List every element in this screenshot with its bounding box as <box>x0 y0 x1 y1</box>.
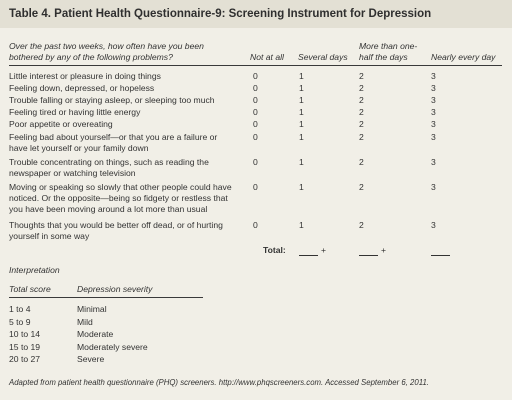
score-not-at-all: 0 <box>253 71 258 81</box>
question-text: Feeling bad about yourself—or that you are a failure or <box>9 132 218 142</box>
score-more-than-half: 2 <box>359 132 364 142</box>
score-nearly-every-day: 3 <box>431 83 436 93</box>
total-plus-1: + <box>321 245 327 255</box>
question-text: have let yourself or your family down <box>9 143 149 153</box>
depression-severity: Mild <box>77 316 93 327</box>
question-text: Little interest or pleasure in doing things <box>9 71 161 81</box>
question-header-line-1: Over the past two weeks, how often have you been <box>9 41 204 51</box>
score-not-at-all: 0 <box>253 132 258 142</box>
column-header-several-days: Several days <box>298 52 348 62</box>
score-several-days: 1 <box>299 182 304 192</box>
question-text: Poor appetite or overeating <box>9 119 113 129</box>
score-nearly-every-day: 3 <box>431 182 436 192</box>
score-nearly-every-day: 3 <box>431 107 436 117</box>
total-blank-several-days <box>299 255 318 256</box>
total-plus-2: + <box>381 245 387 255</box>
score-more-than-half: 2 <box>359 95 364 105</box>
score-not-at-all: 0 <box>253 220 258 230</box>
score-more-than-half: 2 <box>359 119 364 129</box>
score-not-at-all: 0 <box>253 182 258 192</box>
score-more-than-half: 2 <box>359 83 364 93</box>
score-not-at-all: 0 <box>253 95 258 105</box>
score-more-than-half: 2 <box>359 107 364 117</box>
question-text: Thoughts that you would be better off dead, or of hurting <box>9 220 223 230</box>
table-title: Table 4. Patient Health Questionnaire-9: Screening Instrument for Depression <box>0 0 512 28</box>
question-text: Feeling tired or having little energy <box>9 107 141 117</box>
question-text: Trouble concentrating on things, such as reading the <box>9 157 209 167</box>
question-header-line-2: bothered by any of the following problems? <box>9 52 173 62</box>
depression-severity: Moderately severe <box>77 341 148 352</box>
column-header-nearly-every-day: Nearly every day <box>431 52 496 62</box>
footnote: Adapted from patient health questionnaire (PHQ) screeners. http://www.phqscreeners.com. Accessed September 6, 2011. <box>9 378 429 387</box>
score-nearly-every-day: 3 <box>431 220 436 230</box>
score-not-at-all: 0 <box>253 83 258 93</box>
score-not-at-all: 0 <box>253 157 258 167</box>
score-several-days: 1 <box>299 132 304 142</box>
question-text: you have been moving around a lot more than usual <box>9 204 208 214</box>
total-blank-more-than-half <box>359 255 378 256</box>
question-text: Feeling down, depressed, or hopeless <box>9 83 155 93</box>
score-several-days: 1 <box>299 83 304 93</box>
score-more-than-half: 2 <box>359 182 364 192</box>
column-header-depression-severity: Depression severity <box>77 284 153 294</box>
total-score-range: 15 to 19 <box>9 341 41 352</box>
column-header-more-than-half-line-2: half the days <box>359 52 408 62</box>
score-nearly-every-day: 3 <box>431 157 436 167</box>
question-text: yourself in some way <box>9 231 90 241</box>
question-text: Trouble falling or staying asleep, or sleeping too much <box>9 95 215 105</box>
total-score-range: 10 to 14 <box>9 329 41 339</box>
score-several-days: 1 <box>299 71 304 81</box>
interpretation-heading: Interpretation <box>9 265 60 275</box>
score-more-than-half: 2 <box>359 157 364 167</box>
column-header-total-score: Total score <box>9 284 51 294</box>
total-blank-nearly-every-day <box>431 255 450 256</box>
total-score-range: 5 to 9 <box>9 316 31 327</box>
score-several-days: 1 <box>299 107 304 117</box>
score-nearly-every-day: 3 <box>431 132 436 142</box>
question-text: noticed. Or the opposite—being so fidgety or restless that <box>9 193 228 203</box>
score-nearly-every-day: 3 <box>431 95 436 105</box>
total-score-range: 20 to 27 <box>9 354 41 364</box>
score-several-days: 1 <box>299 157 304 167</box>
depression-severity: Minimal <box>77 304 107 314</box>
column-header-more-than-half-line-1: More than one- <box>359 41 418 51</box>
score-not-at-all: 0 <box>253 119 258 129</box>
header-rule <box>9 65 502 66</box>
interpretation-rule <box>9 297 203 298</box>
total-score-range: 1 to 4 <box>9 304 31 314</box>
score-several-days: 1 <box>299 95 304 105</box>
column-header-not-at-all: Not at all <box>250 52 284 62</box>
depression-severity: Moderate <box>77 329 114 339</box>
score-several-days: 1 <box>299 220 304 230</box>
score-nearly-every-day: 3 <box>431 71 436 81</box>
score-nearly-every-day: 3 <box>431 119 436 129</box>
question-text: newspaper or watching television <box>9 168 136 178</box>
total-label: Total: <box>263 245 286 255</box>
depression-severity: Severe <box>77 354 105 364</box>
score-several-days: 1 <box>299 119 304 129</box>
question-text: Moving or speaking so slowly that other people could have <box>9 182 232 192</box>
score-more-than-half: 2 <box>359 71 364 81</box>
score-not-at-all: 0 <box>253 107 258 117</box>
score-more-than-half: 2 <box>359 220 364 230</box>
